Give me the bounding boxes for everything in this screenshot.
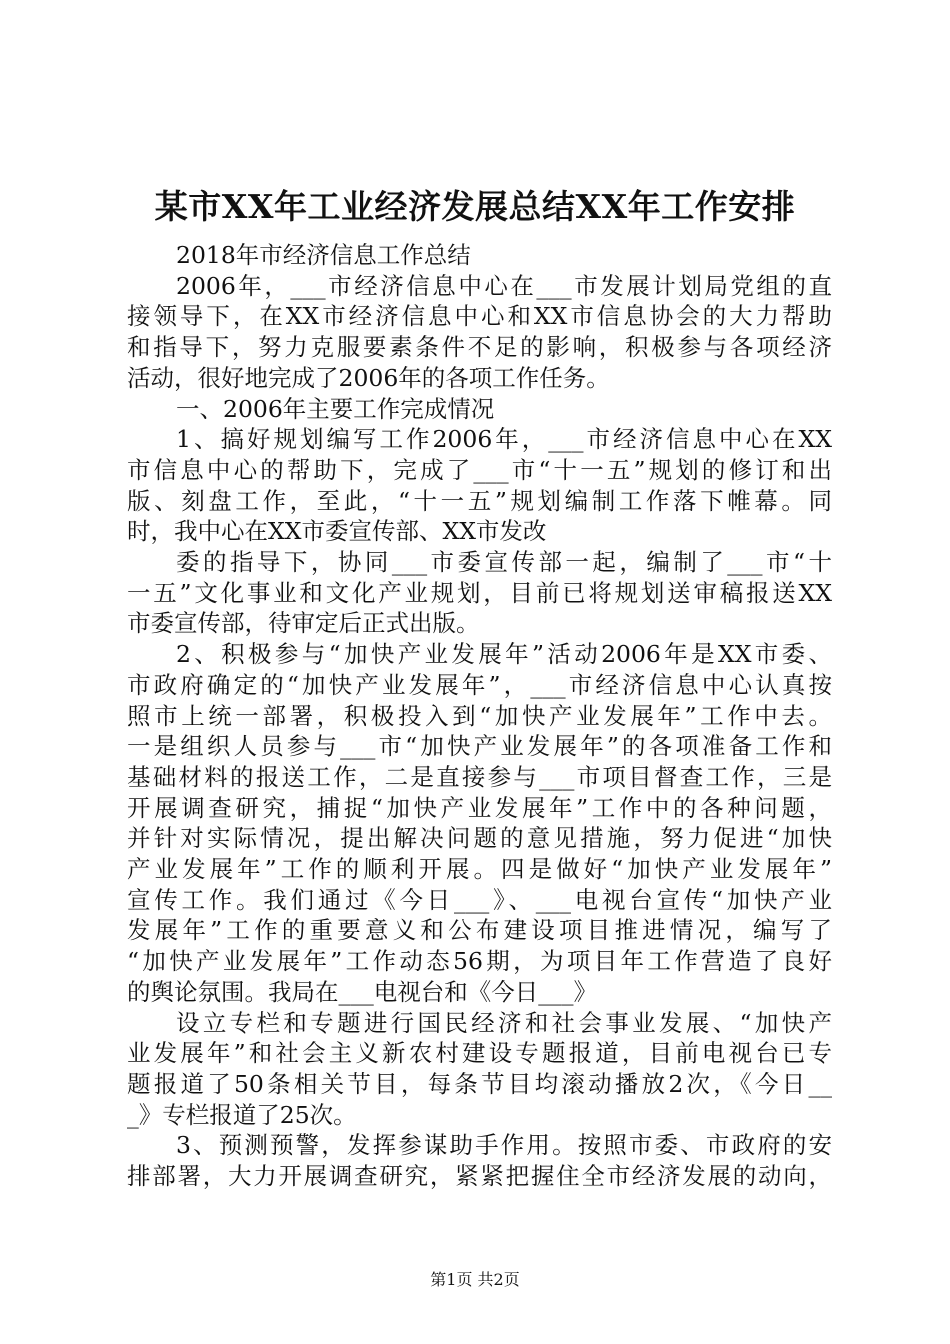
paragraph-line: 发展年”工作的重要意义和公布建设项目推进情况，编写了 [127, 916, 832, 945]
paragraph-line: “加快产业发展年”工作动态56期，为项目年工作营造了良好 [127, 947, 832, 976]
paragraph-line: 2006年，___市经济信息中心在___市发展计划局党组的直 [176, 271, 832, 300]
paragraph-line: 题报道了50条相关节目，每条节目均滚动播放2次，《今日__ [127, 1069, 832, 1098]
paragraph-line: 和指导下，努力克服要素条件不足的影响，积极参与各项经济 [127, 333, 832, 362]
paragraph-line: 市政府确定的“加快产业发展年”，___市经济信息中心认真按 [127, 670, 832, 699]
paragraph-line: 排部署，大力开展调查研究，紧紧把握住全市经济发展的动向， [127, 1162, 832, 1191]
paragraph-line: 时，我中心在XX市委宣传部、XX市发改 [127, 517, 547, 546]
paragraph-line: 1、搞好规划编写工作2006年，___市经济信息中心在XX [176, 425, 832, 454]
paragraph-line: 一是组织人员参与___市“加快产业发展年”的各项准备工作和 [127, 732, 832, 761]
paragraph-line: 并针对实际情况，提出解决问题的意见措施，努力促进“加快 [127, 824, 832, 853]
paragraph-line: 2、积极参与“加快产业发展年”活动2006年是XX市委、 [176, 640, 832, 669]
paragraph-line: 开展调查研究，捕捉“加快产业发展年”工作中的各种问题， [127, 793, 832, 822]
section-heading: 一、2006年主要工作完成情况 [176, 394, 495, 423]
paragraph-line: 市信息中心的帮助下，完成了___市“十一五”规划的修订和出 [127, 455, 832, 484]
paragraph-line: 接领导下，在XX市经济信息中心和XX市信息协会的大力帮助 [127, 302, 832, 331]
paragraph-line: 照市上统一部署，积极投入到“加快产业发展年”工作中去。 [127, 701, 832, 730]
paragraph-line: 一五”文化事业和文化产业规划，目前已将规划送审稿报送XX [127, 578, 832, 607]
page-number-footer: 第1页 共2页 [430, 1270, 520, 1289]
paragraph-line: 产业发展年”工作的顺利开展。四是做好“加快产业发展年” [127, 855, 832, 884]
paragraph-line: 业发展年”和社会主义新农村建设专题报道，目前电视台已专 [127, 1039, 832, 1068]
paragraph-line: 版、刻盘工作，至此，“十一五”规划编制工作落下帷幕。同 [127, 486, 832, 515]
paragraph-line: 的舆论氛围。我局在___电视台和《今日___》 [127, 977, 597, 1006]
paragraph-line: _》专栏报道了25次。 [127, 1100, 357, 1129]
document-title: 某市XX年工业经济发展总结XX年工作安排 [154, 187, 796, 226]
paragraph-line: 市委宣传部，待审定后正式出版。 [127, 609, 480, 638]
paragraph-line: 3、预测预警，发挥参谋助手作用。按照市委、市政府的安 [176, 1131, 832, 1160]
document-body [127, 240, 832, 1192]
paragraph-line: 宣传工作。我们通过《今日___》、___电视台宣传“加快产业 [127, 885, 832, 914]
paragraph-line: 活动，很好地完成了2006年的各项工作任务。 [127, 363, 610, 392]
paragraph-line: 2018年市经济信息工作总结 [176, 241, 471, 269]
paragraph-line: 基础材料的报送工作，二是直接参与___市项目督查工作，三是 [127, 762, 832, 791]
paragraph-line: 设立专栏和专题进行国民经济和社会事业发展、“加快产 [176, 1008, 832, 1037]
paragraph-line: 委的指导下，协同___市委宣传部一起，编制了___市“十 [176, 548, 832, 577]
